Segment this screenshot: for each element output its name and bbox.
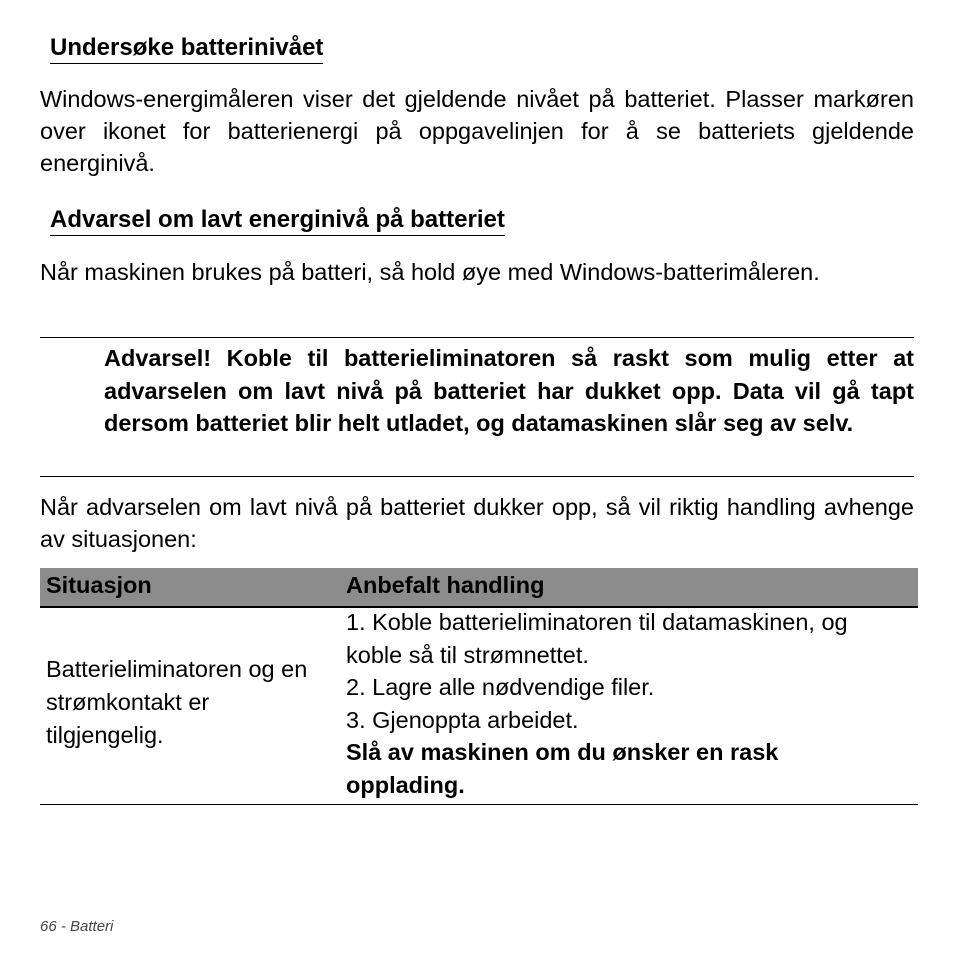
warning-bottom-rule (40, 476, 914, 477)
low-battery-paragraph: Når maskinen brukes på batteri, så hold øye med Windows-batterimåleren. (40, 259, 820, 285)
action-step: 1. Koble batterieliminatoren til datamaskinen, og (346, 609, 848, 635)
battery-level-paragraph: Windows-energimåleren viser det gjeldende nivået på batteriet. Plasser markøren over ikonet for batterienergi på oppgavelinjen for å se batteriets gjeldende energinivå. (40, 86, 914, 176)
action-step: koble så til strømnettet. (346, 641, 589, 668)
column-header-recommended-action: Anbefalt handling (346, 572, 545, 598)
situation-cell: Batterieliminatoren og en strømkontakt er tilgjengelig. (46, 656, 308, 748)
column-header-situation: Situasjon (46, 572, 152, 598)
page-footer: 66 - Batteri (40, 918, 114, 935)
warning-top-rule (40, 337, 914, 338)
action-note: Slå av maskinen om du ønsker en rask opplading. (346, 739, 779, 798)
table-row (40, 608, 918, 805)
table-header-row (40, 568, 918, 608)
action-step: 3. Gjenoppta arbeidet. (346, 706, 579, 733)
situation-intro-paragraph: Når advarselen om lavt nivå på batteriet dukker opp, så vil riktig handling avhenge av situasjonen: (40, 494, 914, 552)
section-heading-low-battery-warning: Advarsel om lavt energinivå på batteriet (50, 206, 505, 234)
action-cell (346, 606, 918, 801)
warning-note: Advarsel! Koble til batterieliminatoren så raskt som mulig etter at advarselen om lavt nivå på batteriet har dukket opp. Data vil gå tapt dersom batteriet blir helt utladet, og datamaskinen slår seg av selv. (104, 345, 914, 436)
action-step: 2. Lagre alle nødvendige filer. (346, 674, 655, 700)
action-table (40, 568, 918, 805)
section-heading-battery-level: Undersøke batterinivået (50, 34, 323, 62)
